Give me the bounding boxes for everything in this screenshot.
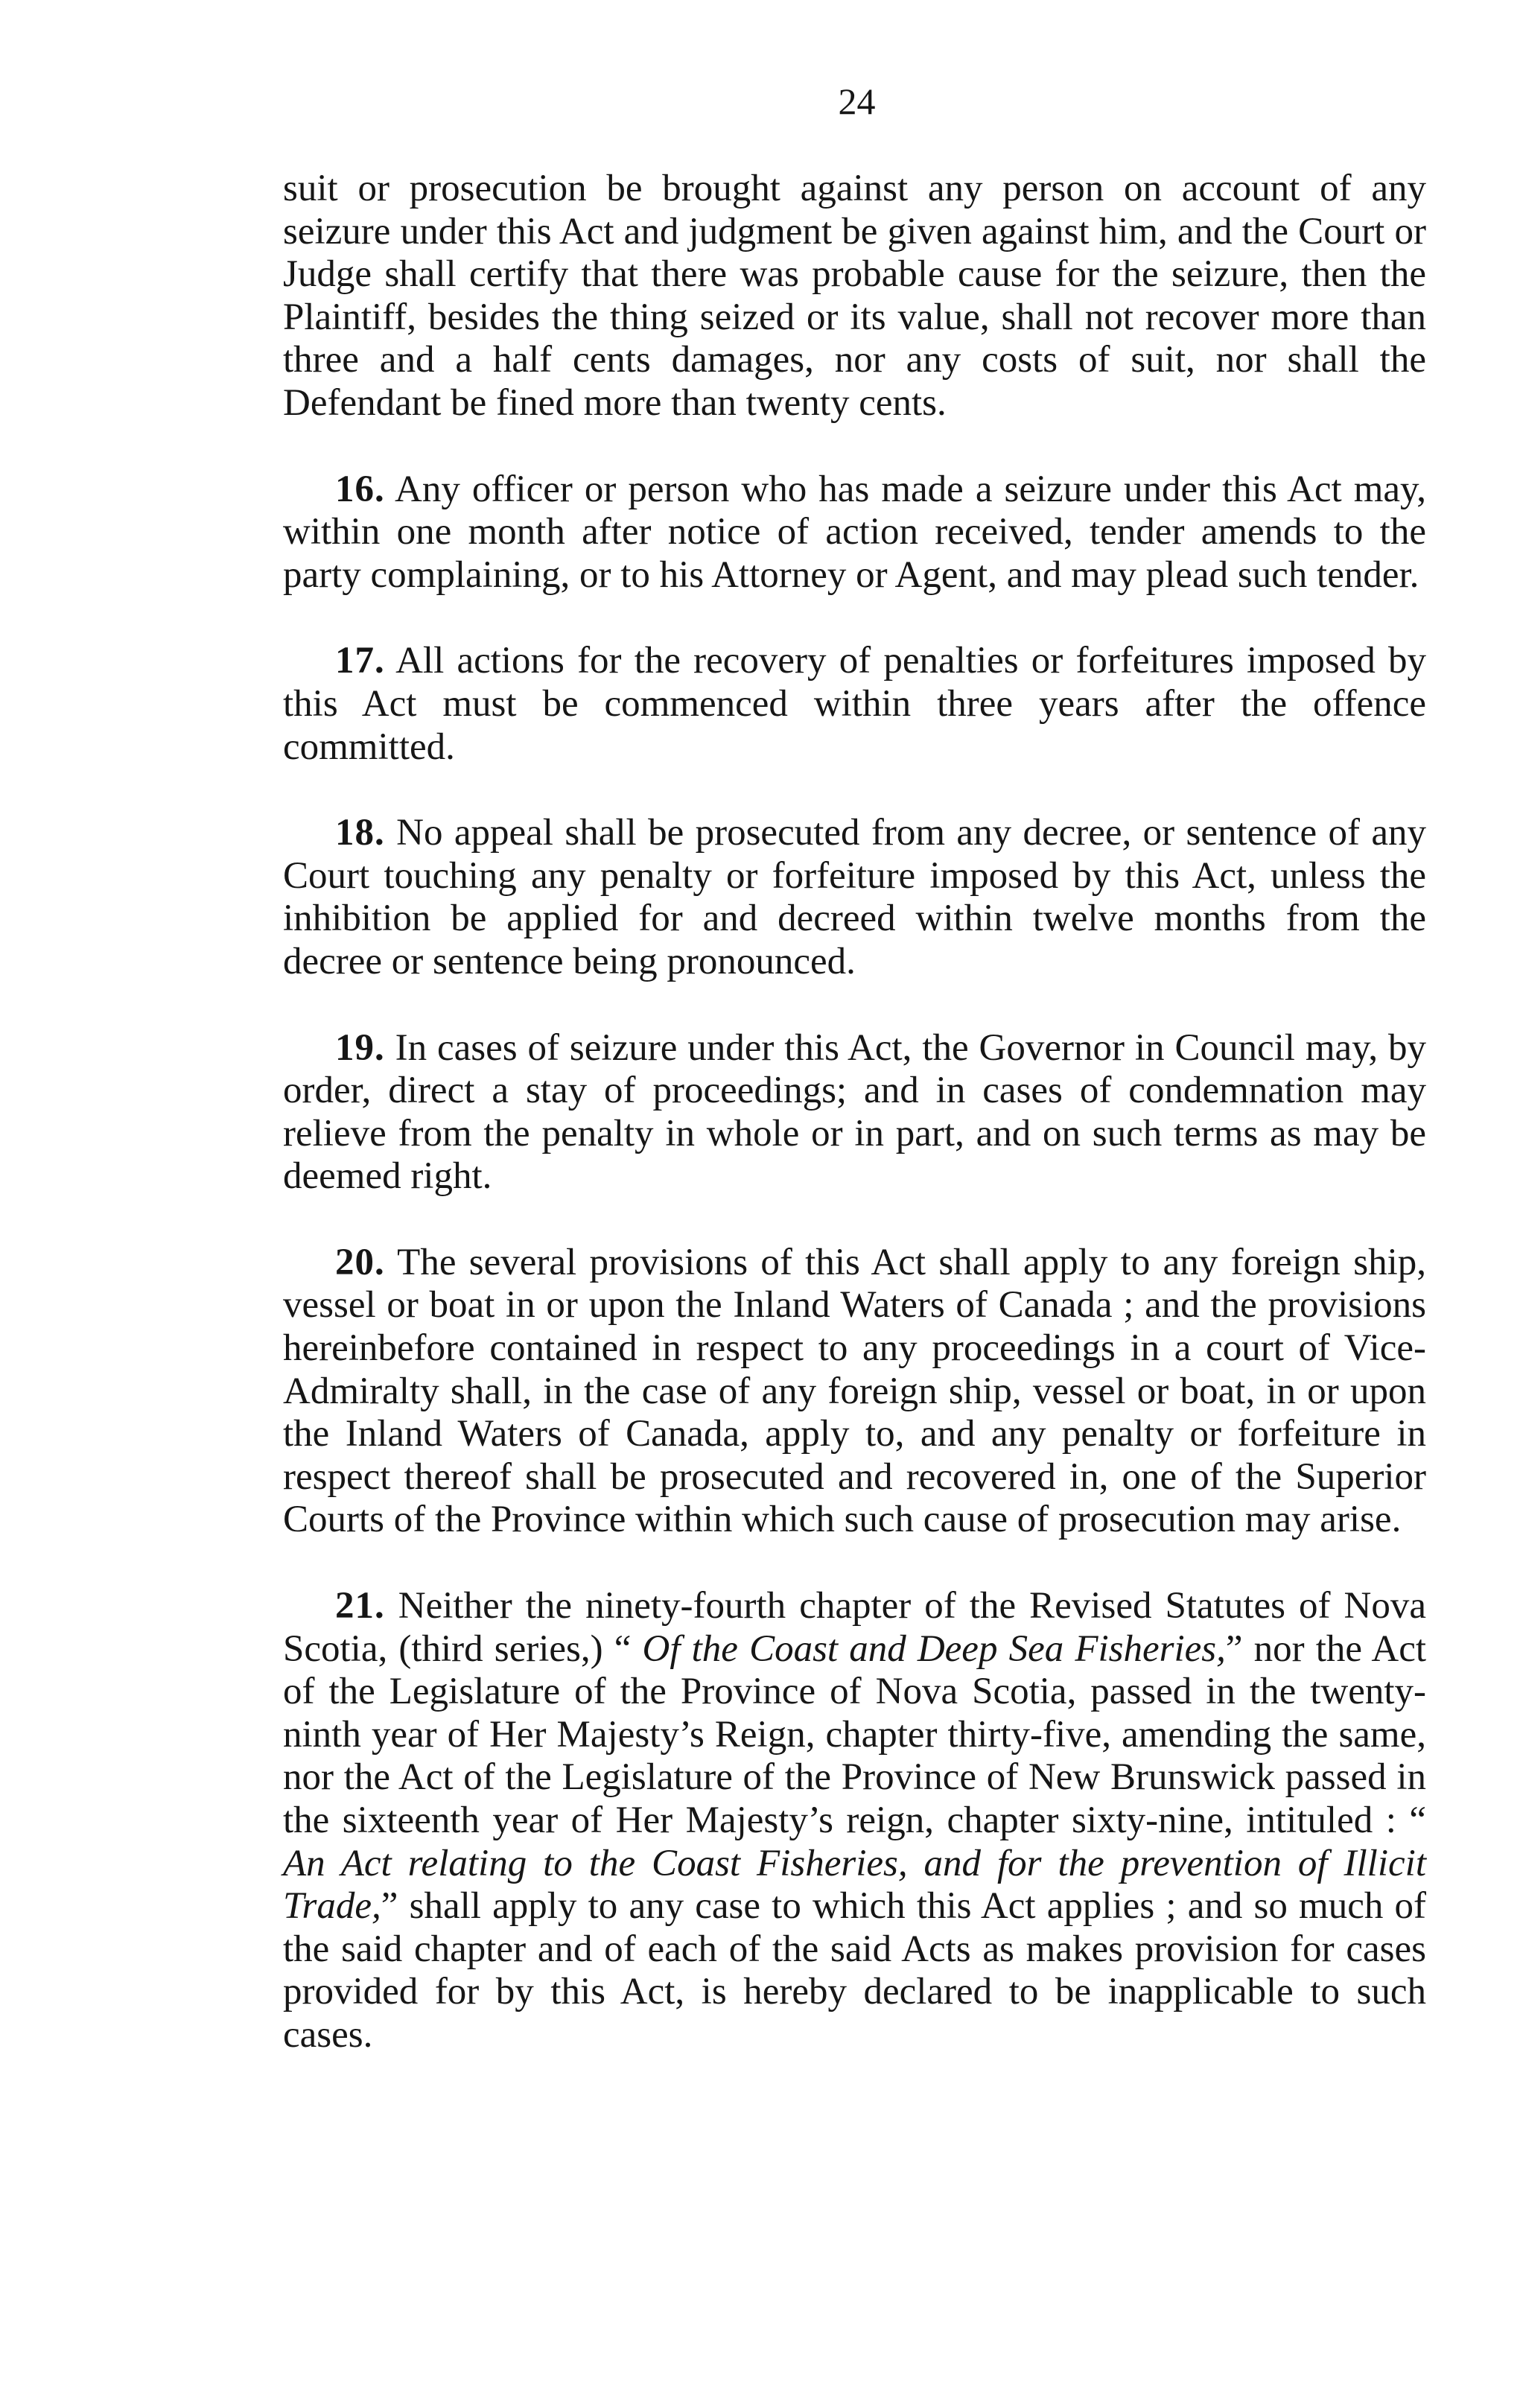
paragraph-text: All actions for the recovery of penalties or forfeitures imposed by this Act must be commenced within three years after the offence committed.: [283, 640, 1426, 768]
paragraph-text: No appeal shall be prosecuted from any decree, or sentence of any Court touching any penalty or forfeiture imposed by this Act, unless the inhibition be applied for and decreed within twelve months from the decree or sentence being pronounced.: [283, 812, 1426, 982]
section-number: 19.: [335, 1026, 385, 1069]
statute-text: [283, 168, 1426, 2100]
section-20: [283, 1242, 1426, 1542]
page-number: 24: [838, 80, 876, 122]
section-17: [283, 640, 1426, 769]
paragraph-text: ” shall apply to any case to which this Act applies ; and so much of the said chapter and of each of the said Acts as makes provision for cases provided for by this Act, is hereby declared to be inapplicable to such cases.: [283, 1885, 1426, 2056]
section-number: 16.: [335, 468, 385, 510]
paragraph-text: ” nor the Act of the Legislature of the Province of Nova Scotia, passed in the twenty-ninth year of Her Majesty’s Reign, chapter thirty-five, amending the same, nor the Act of the Legislature of the Province of New Brunswick passed in the sixteenth year of Her Majesty’s reign, chapter sixty-nine, intituled : “: [283, 1627, 1427, 1841]
section-number: 18.: [335, 812, 385, 854]
paragraph-text: The several provisions of this Act shall apply to any foreign ship, vessel or boat in or upon the Inland Waters of Canada ; and the provisions hereinbefore contained in respect to any proceedings in a court of Vice-Admiralty shall, in the case of any foreign ship, vessel or boat, in or upon the Inland Waters of Canada, apply to, and any penalty or forfeiture in respect thereof shall be prosecuted and recovered in, one of the Superior Courts of the Province within which such cause of prosecution may arise.: [283, 1241, 1426, 1541]
paragraph-text: In cases of seizure under this Act, the Governor in Council may, by order, direct a stay of proceedings; and in cases of condemnation may relieve from the penalty in whole or in part, and on such terms as may be deemed right.: [283, 1026, 1426, 1198]
cited-title: An Act relating to the Coast Fisheries, and for the prevention of Illicit Trade,: [283, 1842, 1426, 1928]
section-number: 17.: [335, 640, 385, 682]
section-16: [283, 468, 1426, 597]
paragraph-text: Any officer or person who has made a seizure under this Act may, within one month after notice of action received, tender amends to the party complaining, or to his Attorney or Agent, and may plead such tender.: [283, 468, 1426, 596]
section-18: [283, 812, 1426, 983]
section-number: 20.: [335, 1241, 385, 1283]
cited-title: Of the Coast and Deep Sea Fisheries,: [642, 1627, 1226, 1670]
paragraph-text: Neither the ninety-fourth chapter of the Revised Statutes of Nova Scotia, (third series,) “: [283, 1585, 1426, 1670]
paragraph-continuation: [283, 168, 1426, 425]
section-number: 21.: [335, 1585, 385, 1627]
section-21: [283, 1585, 1426, 2057]
section-19: [283, 1027, 1426, 1198]
paragraph-text: suit or prosecution be brought against any person on account of any seizure under this Act and judgment be given against him, and the Court or Judge shall certify that there was probable cause for the seizure, then the Plaintiff, besides the thing seized or its value, shall not recover more than three and a half cents damages, nor any costs of suit, nor shall the Defendant be fined more than twenty cents.: [283, 168, 1426, 424]
